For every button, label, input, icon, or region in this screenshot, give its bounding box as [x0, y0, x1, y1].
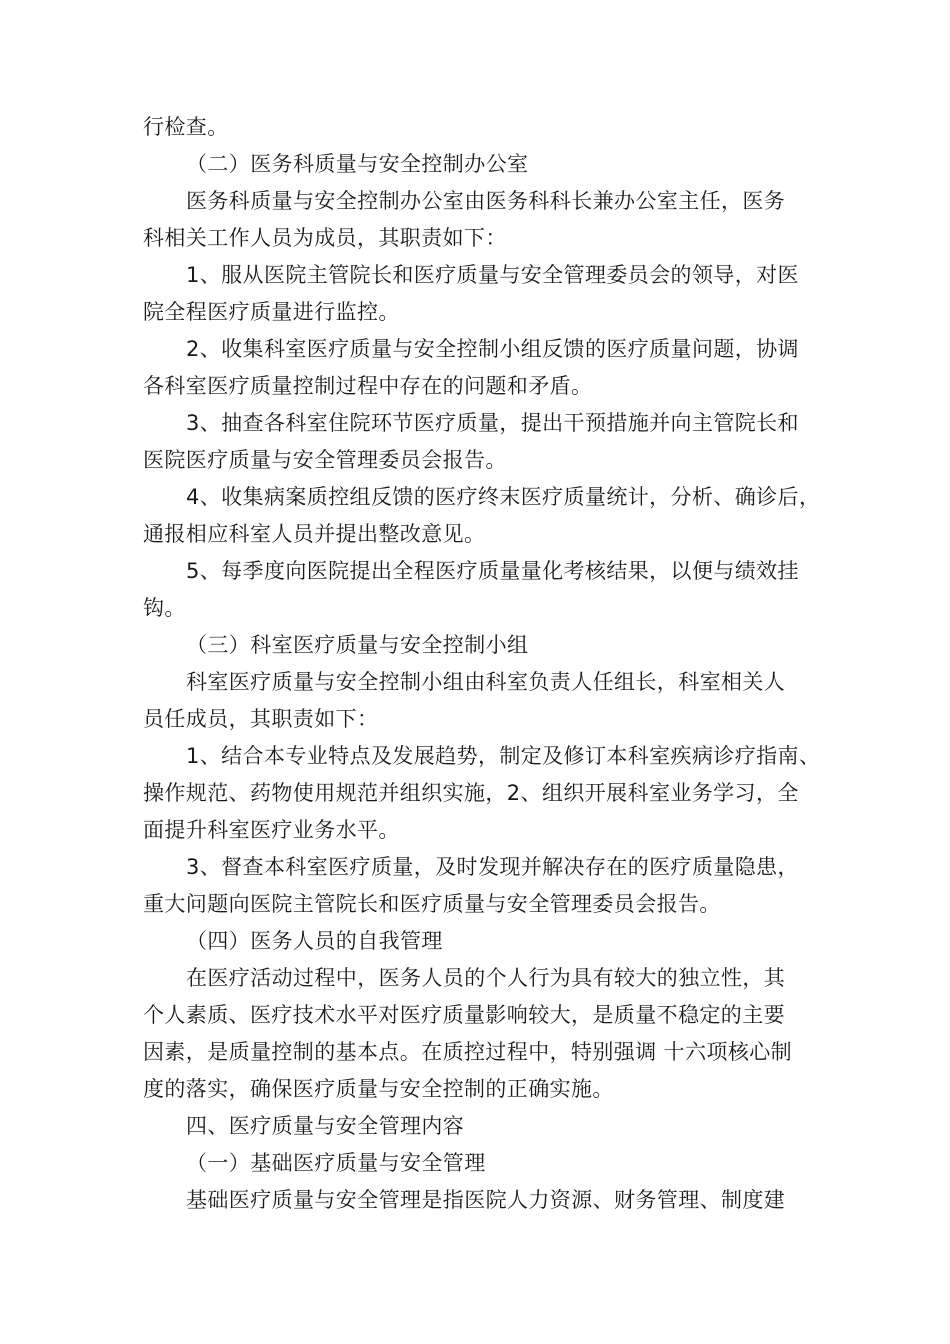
text-line: 4、收集病案质控组反馈的医疗终末医疗质量统计，分析、确诊后，	[186, 485, 821, 509]
text-line: 行检查。	[143, 115, 229, 139]
text-line: 钩。	[143, 596, 186, 620]
text-line: 医院医疗质量与安全管理委员会报告。	[143, 448, 507, 472]
text-line: 操作规范、药物使用规范并组织实施，2、组织开展科室业务学习，全	[143, 781, 799, 805]
text-line: 面提升科室医疗业务水平。	[143, 818, 400, 842]
text-line: 在医疗活动过程中，医务人员的个人行为具有较大的独立性，其	[186, 966, 786, 990]
text-line: 通报相应科室人员并提出整改意见。	[143, 522, 486, 546]
text-line: 科室医疗质量与安全控制小组由科室负责人任组长，科室相关人	[186, 670, 786, 694]
text-line: 科相关工作人员为成员，其职责如下：	[143, 226, 507, 250]
text-line: 5、每季度向医院提出全程医疗质量量化考核结果，以便与绩效挂	[186, 559, 799, 583]
section-heading: （三）科室医疗质量与安全控制小组	[186, 633, 529, 657]
text-line: 1、服从医院主管院长和医疗质量与安全管理委员会的领导，对医	[186, 263, 799, 287]
section-heading: （四）医务人员的自我管理	[186, 929, 443, 953]
text-line: 3、抽查各科室住院环节医疗质量，提出干预措施并向主管院长和	[186, 411, 799, 435]
text-line: 员任成员，其职责如下：	[143, 707, 379, 731]
text-line: 度的落实，确保医疗质量与安全控制的正确实施。	[143, 1077, 614, 1101]
section-heading: （二）医务科质量与安全控制办公室	[186, 152, 529, 176]
text-line: 各科室医疗质量控制过程中存在的问题和矛盾。	[143, 374, 593, 398]
text-line: 1、结合本专业特点及发展趋势，制定及修订本科室疾病诊疗指南、	[186, 744, 821, 768]
text-line: 因素，是质量控制的基本点。在质控过程中，特别强调 十六项核心制	[143, 1040, 793, 1064]
text-line: 个人素质、医疗技术水平对医疗质量影响较大，是质量不稳定的主要	[143, 1003, 785, 1027]
text-line: 医务科质量与安全控制办公室由医务科科长兼办公室主任，医务	[186, 189, 786, 213]
section-heading: 四、医疗质量与安全管理内容	[186, 1114, 465, 1138]
text-line: 院全程医疗质量进行监控。	[143, 300, 400, 324]
text-line: 重大问题向医院主管院长和医疗质量与安全管理委员会报告。	[143, 892, 721, 916]
text-line: 2、收集科室医疗质量与安全控制小组反馈的医疗质量问题，协调	[186, 337, 799, 361]
text-line: 3、督查本科室医疗质量，及时发现并解决存在的医疗质量隐患，	[186, 855, 799, 879]
section-heading: （一）基础医疗质量与安全管理	[186, 1151, 486, 1175]
text-line: 基础医疗质量与安全管理是指医院人力资源、财务管理、制度建	[186, 1188, 786, 1212]
